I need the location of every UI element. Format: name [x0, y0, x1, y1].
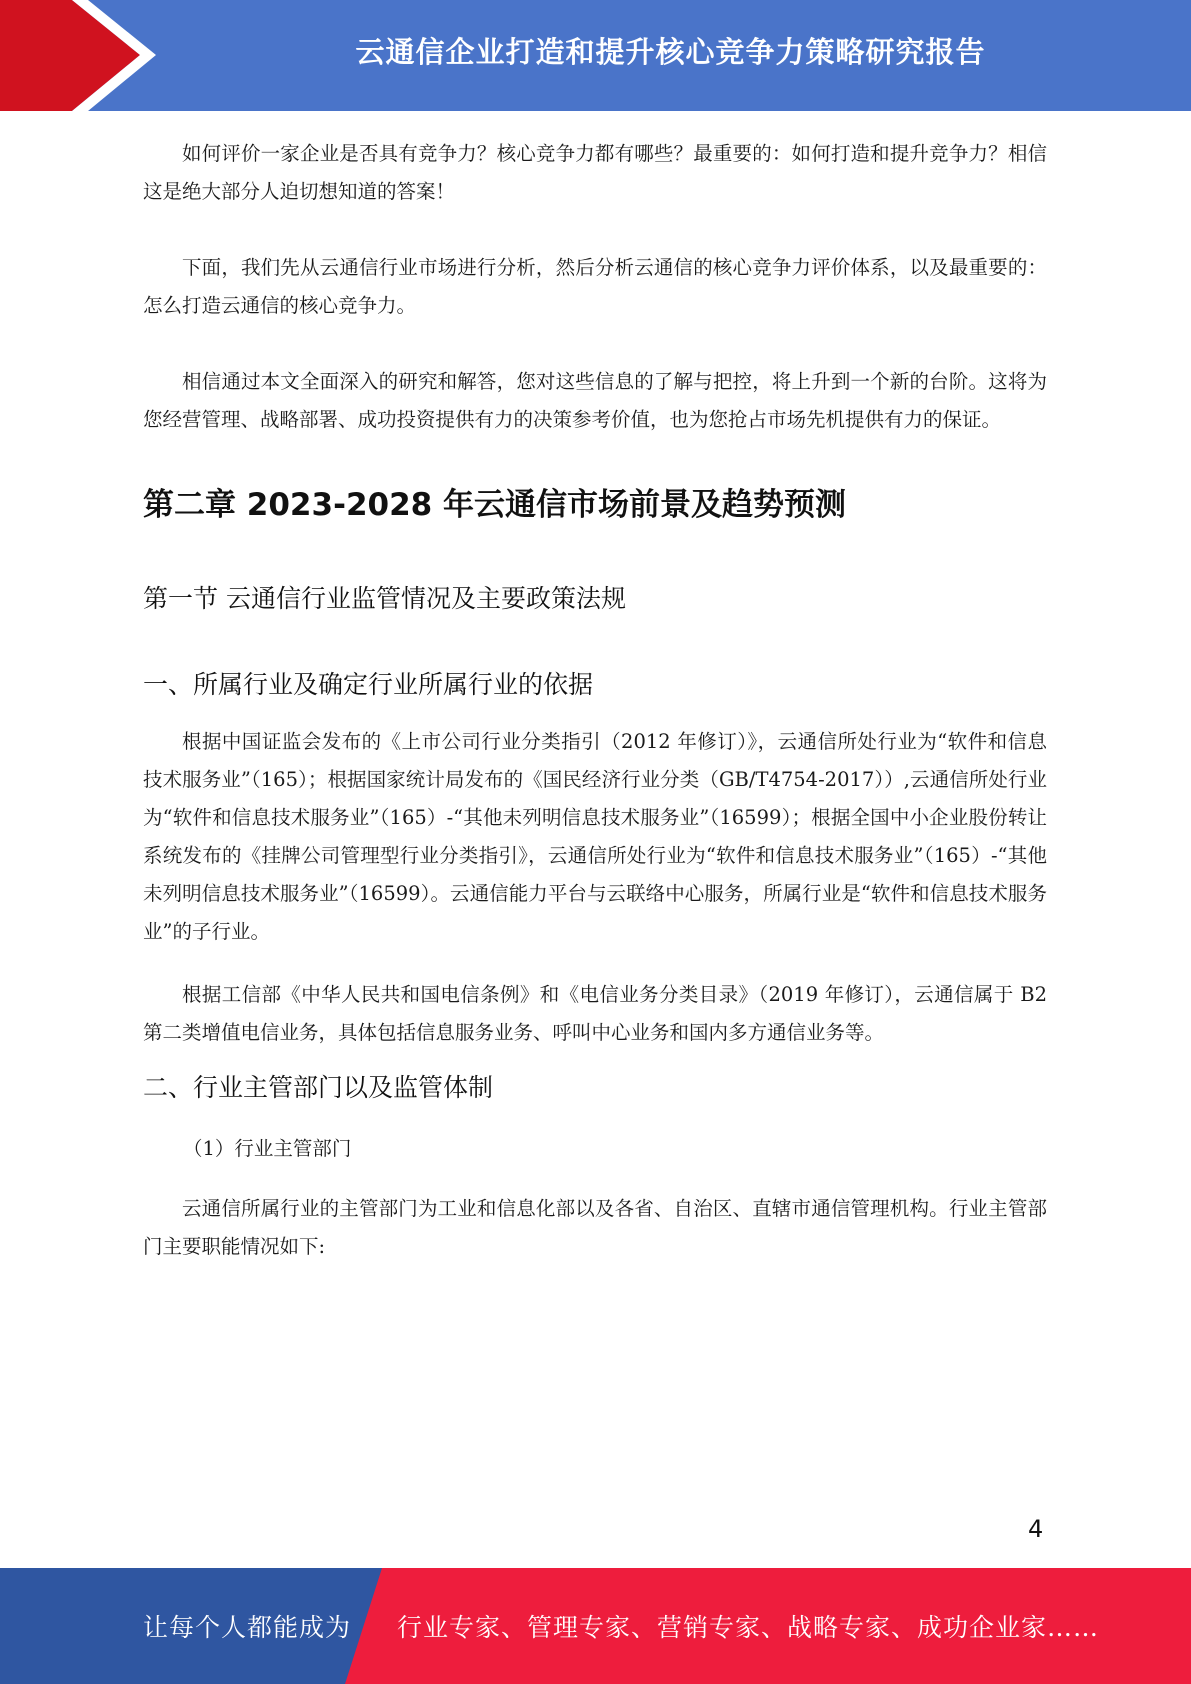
- page-footer: [0, 1568, 1191, 1684]
- header-arrow-decoration: [0, 0, 160, 111]
- chapter-heading: 第二章 2023-2028 年云通信市场前景及趋势预测: [143, 487, 847, 523]
- telecom-classification-paragraph: 根据工信部《中华人民共和国电信条例》和《电信业务分类目录》（2019 年修订），云通信属于 B2 第二类增值电信业务，具体包括信息服务业务、呼叫中心业务和国内多方通信业务等。: [143, 983, 1047, 1044]
- industry-classification-paragraph: 根据中国证监会发布的《上市公司行业分类指引（2012 年修订）》，云通信所处行业为“软件和信息技术服务业”（165）；根据国家统计局发布的《国民经济行业分类（GB/T4754-2017））,云通信所处行业为“软件和信息技术服务业”（165）-“其他未列明信息技术服务业”（16599）；根据全国中小企业股份转让系统发布的《挂牌公司管理型行业分类指引》，云通信所处行业为“软件和信息技术服务业”（165）-“其他未列明信息技术服务业”（16599）。云通信能力平台与云联络中心服务，所属行业是“软件和信息技术服务业”的子行业。: [143, 730, 1047, 943]
- page-number: 4: [1028, 1515, 1044, 1543]
- document-body: [143, 135, 1047, 1266]
- footer-slogan-right: 行业专家、管理专家、营销专家、战略专家、成功企业家……: [397, 1613, 1100, 1642]
- intro-paragraph-1: 如何评价一家企业是否具有竞争力？核心竞争力都有哪些？最重要的：如何打造和提升竞争力？相信这是绝大部分人迫切想知道的答案！: [143, 142, 1047, 203]
- page-header: [0, 0, 1191, 111]
- intro-paragraph-3: 相信通过本文全面深入的研究和解答，您对这些信息的了解与把控，将上升到一个新的台阶。这将为您经营管理、战略部署、成功投资提供有力的决策参考价值，也为您抢占市场先机提供有力的保证。: [143, 370, 1047, 431]
- intro-paragraph-2: 下面，我们先从云通信行业市场进行分析，然后分析云通信的核心竞争力评价体系，以及最重要的：怎么打造云通信的核心竞争力。: [143, 256, 1047, 317]
- subsection-heading-1: 一、所属行业及确定行业所属行业的依据: [143, 670, 594, 699]
- footer-slogan-left: 让每个人都能成为: [143, 1613, 352, 1642]
- authority-paragraph: 云通信所属行业的主管部门为工业和信息化部以及各省、自治区、直辖市通信管理机构。行业主管部门主要职能情况如下:: [143, 1197, 1047, 1258]
- section-heading: 第一节 云通信行业监管情况及主要政策法规: [143, 584, 626, 613]
- item-label: （1）行业主管部门: [183, 1137, 352, 1160]
- report-title: 云通信企业打造和提升核心竞争力策略研究报告: [355, 34, 986, 69]
- subsection-heading-2: 二、行业主管部门以及监管体制: [143, 1073, 494, 1102]
- header-red-chevron: [0, 0, 140, 111]
